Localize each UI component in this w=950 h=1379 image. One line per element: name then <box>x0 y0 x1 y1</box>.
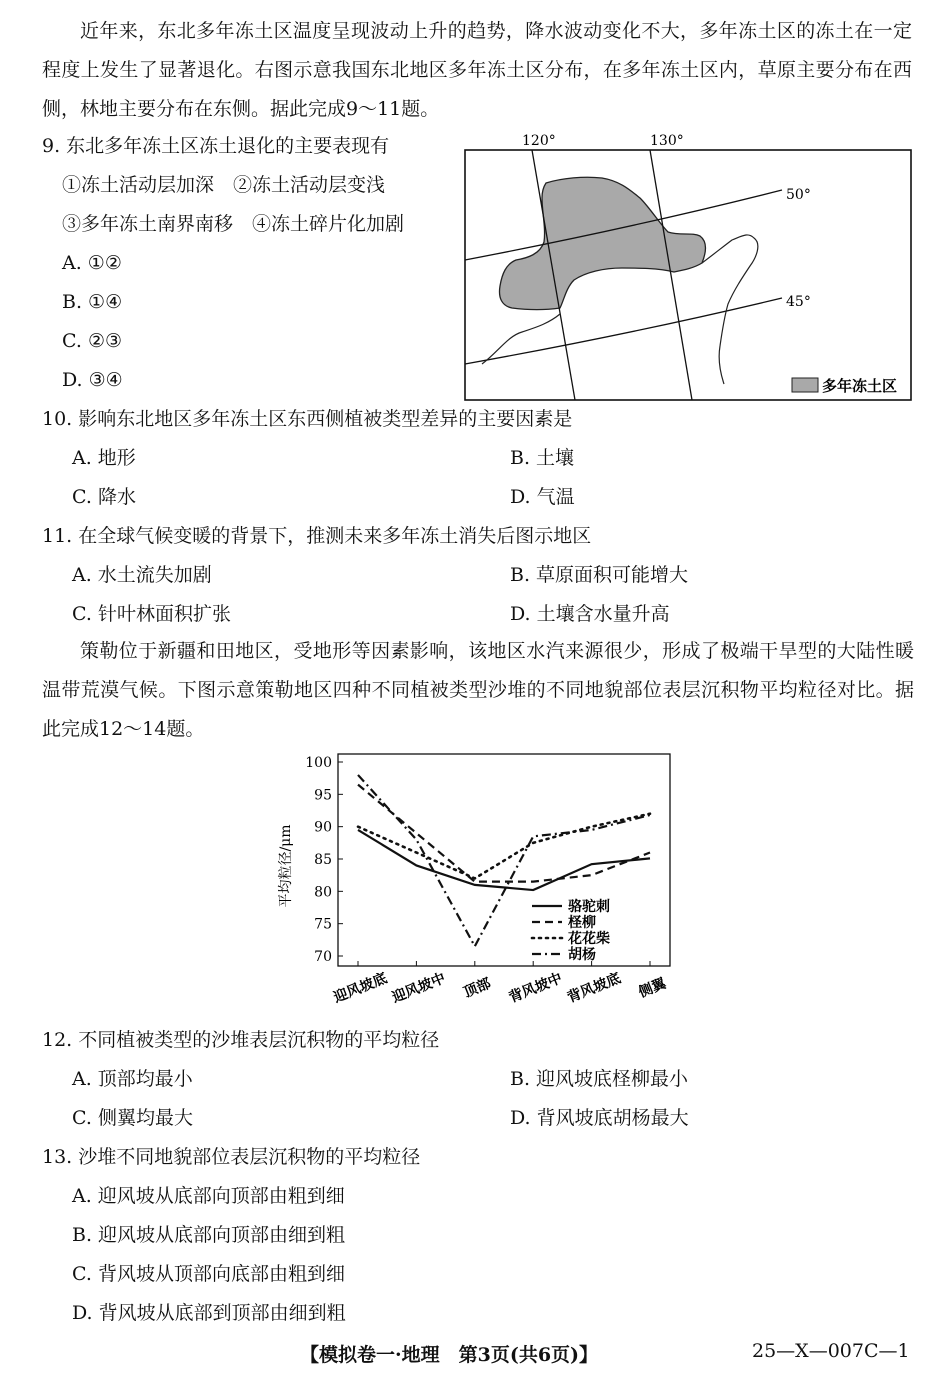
legend-label-3: 胡杨 <box>568 947 596 963</box>
x-tick-label: 迎风坡中 <box>389 970 448 1007</box>
q11-option-b[interactable]: B. 草原面积可能增大 <box>510 564 689 586</box>
x-tick-label: 侧翼 <box>636 975 669 1001</box>
q10-option-b[interactable]: B. 土壤 <box>510 447 575 469</box>
q13-stem: 13. 沙堆不同地貌部位表层沉积物的平均粒径 <box>42 1146 421 1168</box>
y-tick-label: 80 <box>314 884 332 901</box>
q11-stem: 11. 在全球气候变暖的背景下，推测未来多年冻土消失后图示地区 <box>42 525 592 547</box>
q12-option-a[interactable]: A. 顶部均最小 <box>72 1068 193 1090</box>
q13-option-d[interactable]: D. 背风坡从底部到顶部由细到粗 <box>72 1302 346 1324</box>
y-tick-label: 85 <box>314 852 332 868</box>
q13-option-b[interactable]: B. 迎风坡从底部向顶部由细到粗 <box>72 1224 346 1246</box>
q11-option-c[interactable]: C. 针叶林面积扩张 <box>72 603 231 625</box>
passage-2: 策勒位于新疆和田地区，受地形等因素影响，该地区水汽来源很少，形成了极端干旱型的大陆性暖温带荒漠气候。下图示意策勒地区四种不同植被类型沙堆的不同地貌部位表层沉积物平均粒径对比。据此完成12～14题。 <box>42 640 914 740</box>
q12-stem: 12. 不同植被类型的沙堆表层沉积物的平均粒径 <box>42 1029 440 1051</box>
legend-label-2: 花花柴 <box>568 931 610 947</box>
chart-y-axis-label: 平均粒径/μm <box>278 824 294 908</box>
x-tick-label: 迎风坡底 <box>331 970 390 1007</box>
map-lon-label-130: 130° <box>650 133 684 149</box>
footer-code: 25—X—007C—1 <box>752 1340 910 1362</box>
q10-option-c[interactable]: C. 降水 <box>72 486 136 508</box>
q12-option-b[interactable]: B. 迎风坡底柽柳最小 <box>510 1068 689 1090</box>
q9-option-d[interactable]: D. ③④ <box>62 369 123 391</box>
map-lat-label-50: 50° <box>786 187 811 203</box>
q10-option-a[interactable]: A. 地形 <box>72 447 136 469</box>
legend-label-1: 柽柳 <box>568 915 596 931</box>
q12-option-d[interactable]: D. 背风坡底胡杨最大 <box>510 1107 689 1129</box>
y-tick-label: 90 <box>314 819 332 836</box>
footer-page-info: 【模拟卷一·地理 第3页(共6页)】 <box>300 1344 599 1366</box>
y-tick-label: 75 <box>314 916 332 933</box>
q9-option-a[interactable]: A. ①② <box>62 252 122 274</box>
map-lat-label-45: 45° <box>786 294 811 310</box>
passage-1: 近年来，东北多年冻土区温度呈现波动上升的趋势，降水波动变化不大，多年冻土区的冻土在一定程度上发生了显著退化。右图示意我国东北地区多年冻土区分布，在多年冻土区内，草原主要分布在西侧，林地主要分布在东侧。据此完成9～11题。 <box>42 20 912 120</box>
legend-swatch <box>792 378 818 392</box>
y-tick-label: 70 <box>314 949 332 965</box>
q11-option-a[interactable]: A. 水土流失加剧 <box>72 564 212 586</box>
x-tick-label: 顶部 <box>461 975 494 1001</box>
q10-option-d[interactable]: D. 气温 <box>510 486 575 508</box>
q9-stem: 9. 东北多年冻土区冻土退化的主要表现有 <box>42 135 390 157</box>
q13-option-c[interactable]: C. 背风坡从顶部向底部由粗到细 <box>72 1263 345 1285</box>
q11-option-d[interactable]: D. 土壤含水量升高 <box>510 603 670 625</box>
map-lon-label-120: 120° <box>522 133 556 149</box>
legend-label: 多年冻土区 <box>822 377 898 395</box>
q9-option-b[interactable]: B. ①④ <box>62 291 123 313</box>
q12-option-c[interactable]: C. 侧翼均最大 <box>72 1107 193 1129</box>
q10-stem: 10. 影响东北地区多年冻土区东西侧植被类型差异的主要因素是 <box>42 408 573 430</box>
q9-items-line2: ③多年冻土南界南移 ④冻土碎片化加剧 <box>62 213 405 235</box>
q9-option-c[interactable]: C. ②③ <box>62 330 123 352</box>
x-tick-label: 背风坡中 <box>506 970 565 1007</box>
grain-size-chart <box>270 748 680 1020</box>
q9-items-line1: ①冻土活动层加深 ②冻土活动层变浅 <box>62 174 386 196</box>
series-line-1 <box>358 785 650 882</box>
y-tick-label: 95 <box>314 787 332 804</box>
x-tick-label: 背风坡底 <box>565 970 624 1007</box>
legend-label-0: 骆驼刺 <box>568 899 610 915</box>
permafrost-map <box>462 128 914 402</box>
y-tick-label: 100 <box>305 755 332 771</box>
q13-option-a[interactable]: A. 迎风坡从底部向顶部由粗到细 <box>72 1185 345 1207</box>
